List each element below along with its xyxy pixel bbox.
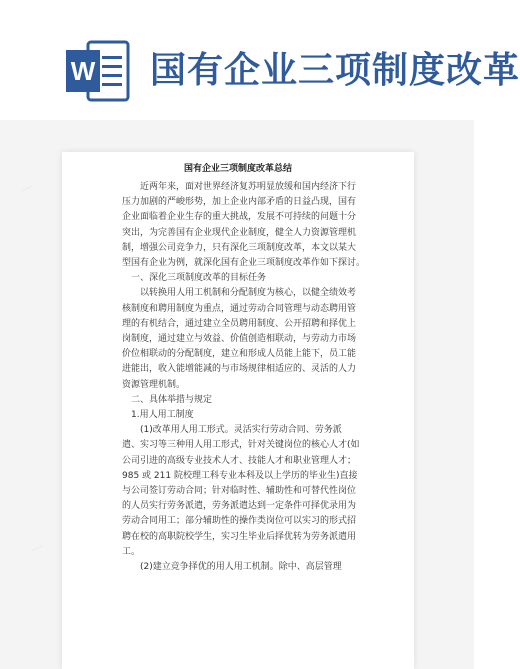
body-line: 核制度和聘用制度为重点，通过劳动合同管理与动态聘用管 [122, 303, 357, 314]
document-body [122, 180, 366, 575]
body-line: 1.用人用工制度 [131, 410, 194, 421]
body-line: 的人员实行劳务派遣，劳务派遣达到一定条件可择优录用为 [122, 501, 357, 512]
body-line: 价位相联动的分配制度，建立和形成人员能上能下，员工能 [122, 349, 357, 360]
body-line: (1)改革用人用工形式。灵活实行劳动合同、劳务派 [140, 425, 342, 436]
body-line: 理的有机结合，通过建立全员聘用制度、公开招聘和择优上 [122, 318, 357, 329]
body-line: 近两年来，面对世界经济复苏明显放缓和国内经济下行 [140, 182, 357, 192]
document-page [62, 152, 414, 669]
body-line: 压力加剧的严峻形势，加上企业内部矛盾的日益凸现，国有 [122, 197, 357, 208]
body-line: 遣、实习等三种用人用工形式，针对关键岗位的核心人才(如 [122, 440, 360, 451]
body-line: 岗制度，通过建立与效益、价值创造相联动，与劳动力市场 [122, 334, 357, 345]
body-line: 进能出，收入能增能减的与市场规律相适应的、灵活的人力 [122, 364, 357, 375]
document-preview-area [0, 120, 474, 669]
svg-text:W: W [70, 56, 96, 86]
body-line: 突出，为完善国有企业现代企业制度，健全人力资源管理机 [122, 227, 357, 238]
word-document-icon [66, 40, 130, 102]
body-line: 二、具体举措与规定 [131, 394, 213, 405]
body-line: 985 或 211 院校理工科专业本科及以上学历的毕业生)直接 [122, 470, 358, 481]
banner-title: 国有企业三项制度改革 [150, 49, 520, 91]
body-line: 企业面临着企业生存的重大挑战，发展不可持续的问题十分 [122, 212, 357, 223]
header-banner [0, 0, 520, 120]
body-line: 一、深化三项制度改革的目标任务 [131, 273, 267, 284]
body-line: 聘在校的高职院校学生，实习生毕业后择优转为劳务派遣用 [122, 531, 357, 542]
body-line: 公司引进的高级专业技术人才、技能人才和职业管理人才； [122, 455, 357, 466]
body-line: 工。 [122, 546, 141, 557]
body-line: (2)建立竞争择优的用人用工机制。除中、高层管理 [140, 562, 342, 573]
body-line: 制，增强公司竞争力，只有深化三项制度改革，本文以某大 [122, 242, 357, 253]
body-line: 劳动合同用工；部分辅助性的操作类岗位可以实习的形式招 [122, 516, 357, 527]
body-line: 资源管理机制。 [122, 379, 186, 390]
document-title: 国有企业三项制度改革总结 [183, 164, 292, 174]
body-line: 型国有企业为例，就深化国有企业三项制度改革作如下探讨。 [122, 258, 366, 269]
body-line: 以转换用人用工机制和分配制度为核心，以健全绩效考 [140, 288, 357, 299]
body-line: 与公司签订劳动合同；针对临时性、辅助性和可替代性岗位 [122, 486, 357, 497]
